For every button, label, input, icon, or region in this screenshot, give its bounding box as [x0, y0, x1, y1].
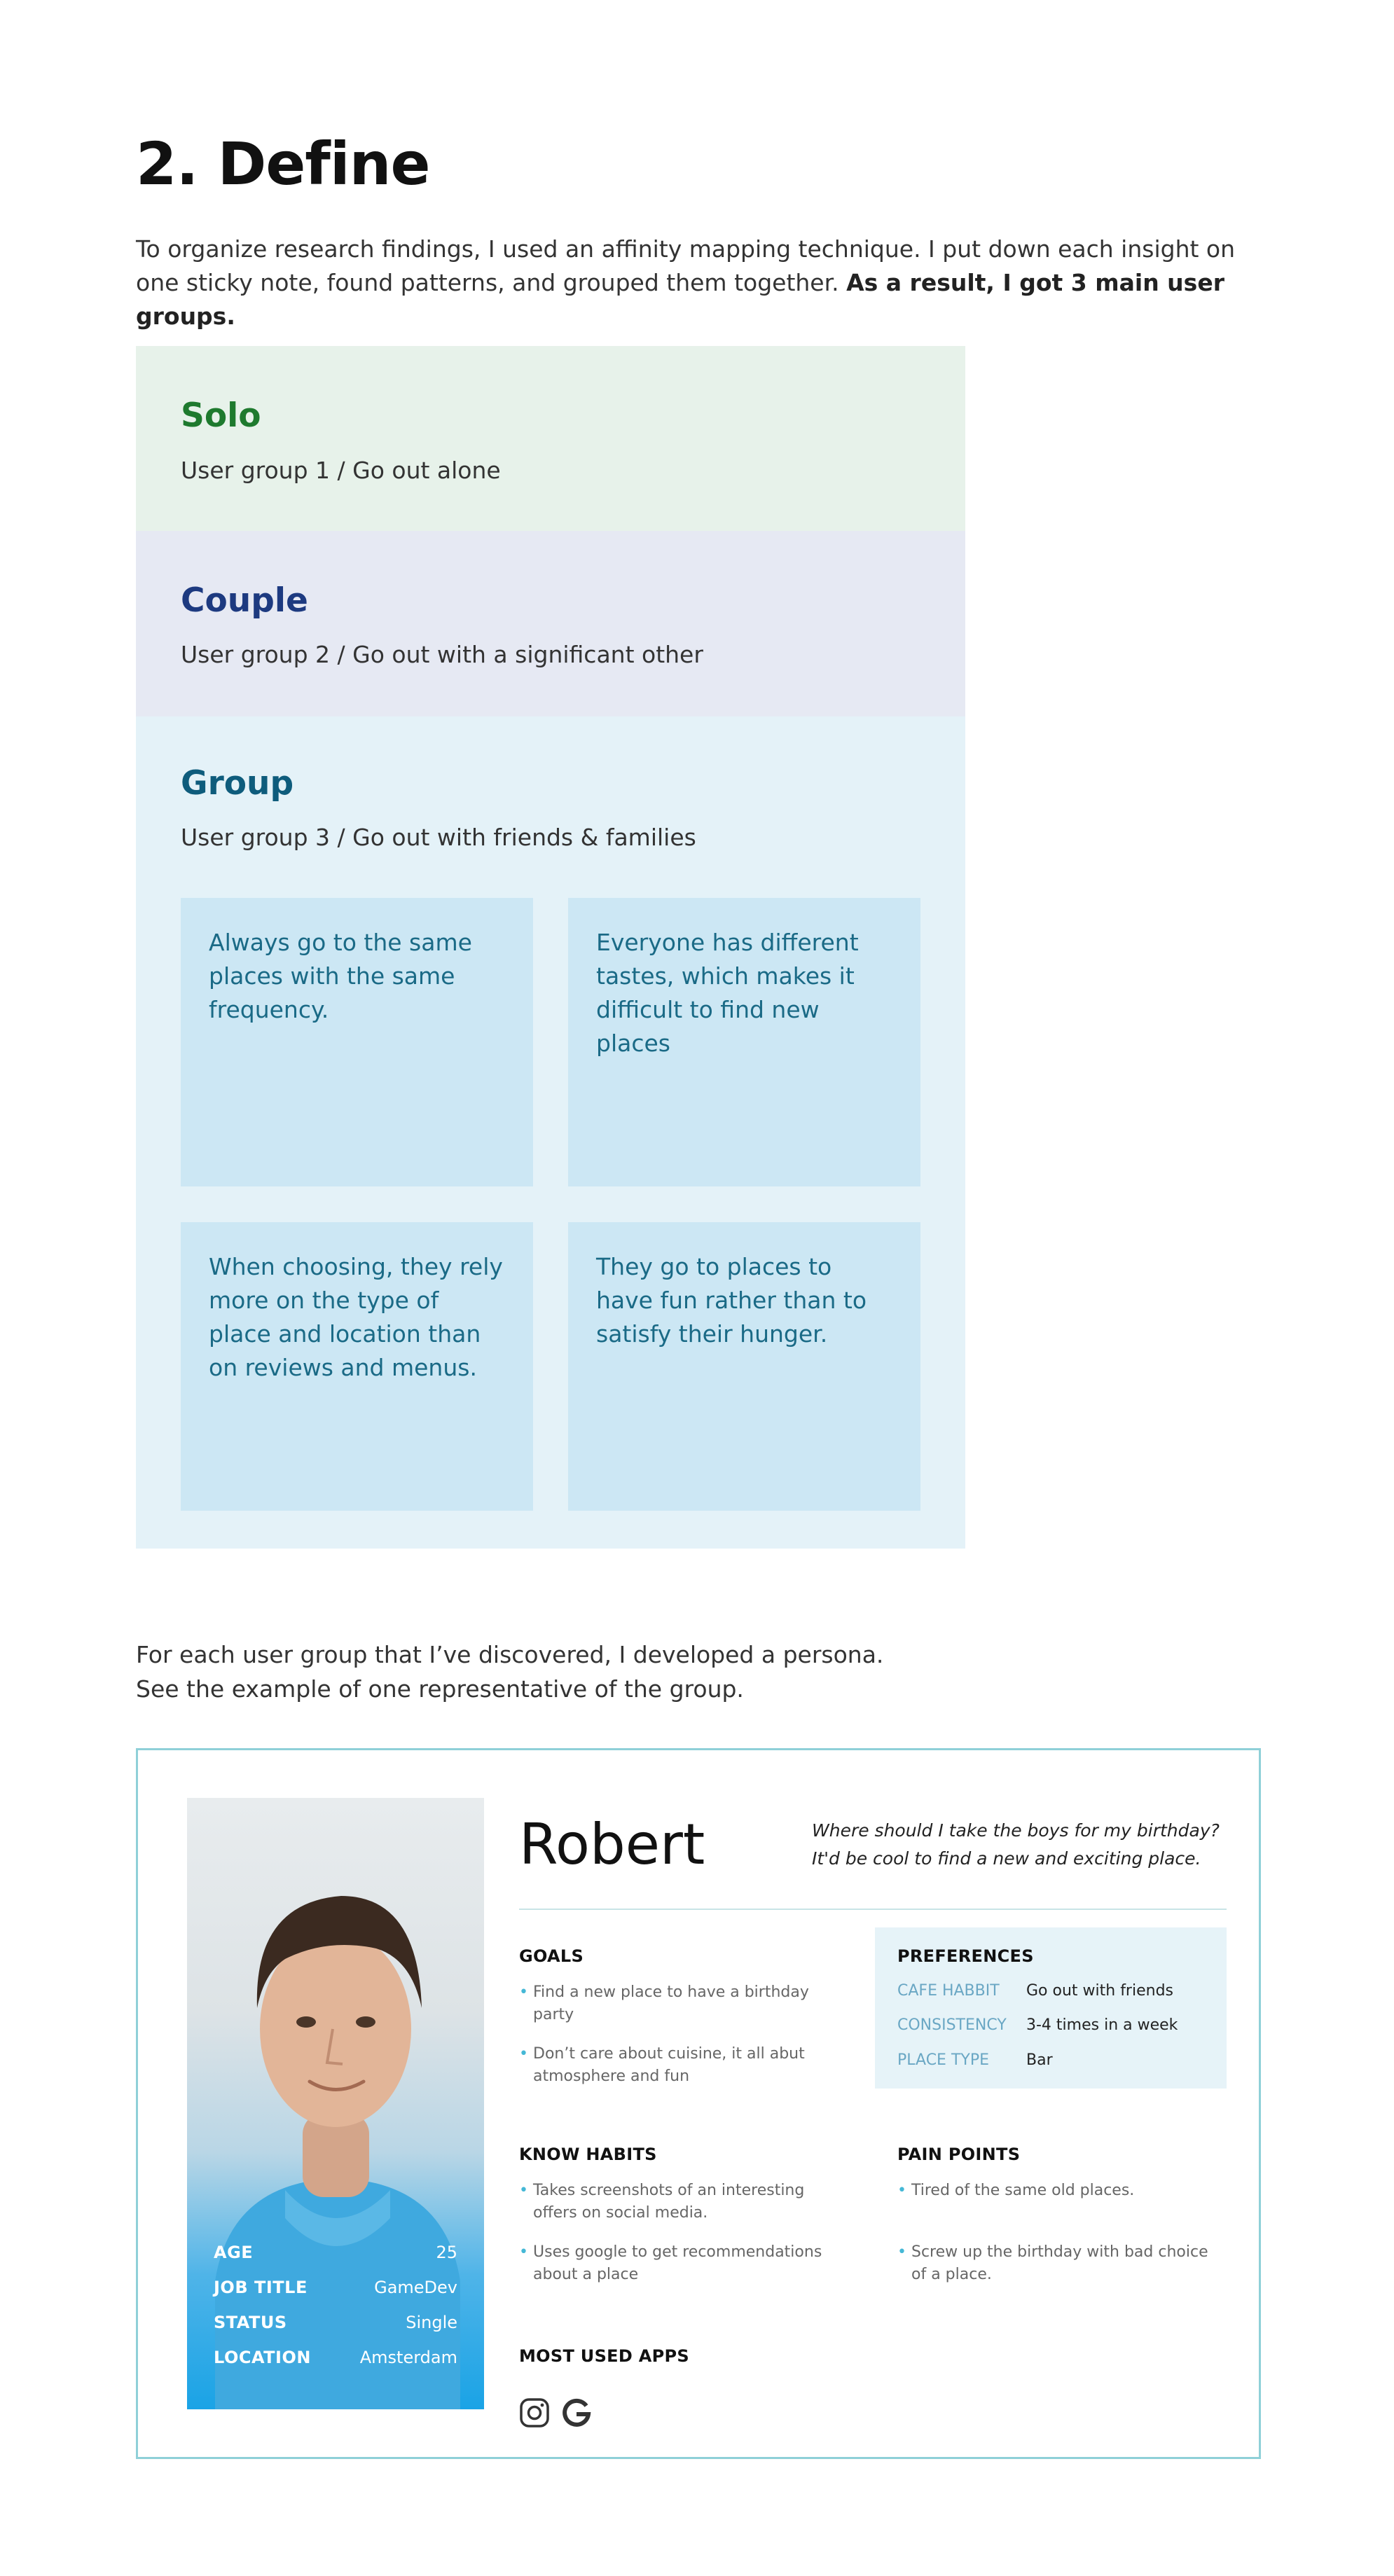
- preferences-title: PREFERENCES: [897, 1946, 1034, 1966]
- sticky-note: Everyone has different tastes, which makes it difficult to find new places: [568, 898, 920, 1186]
- habits-list: [519, 2180, 834, 2303]
- persona-quote: Where should I take the boys for my birthday? It'd be cool to find a new and exciting place.: [812, 1820, 1220, 1869]
- persona-photo: [187, 1798, 484, 2409]
- preference-value: 3-4 times in a week: [1026, 2016, 1178, 2034]
- list-item: • Tired of the same old places.: [897, 2180, 1213, 2202]
- goals-list: [519, 1981, 834, 2105]
- sticky-note: When choosing, they rely more on the type of place and location than on reviews and menus.: [181, 1222, 533, 1511]
- group-subtitle: User group 3 / Go out with friends & families: [181, 824, 696, 851]
- group-title: Solo: [181, 396, 261, 435]
- pain-points-title: PAIN POINTS: [897, 2145, 1021, 2164]
- group-group: [136, 716, 965, 1549]
- group-title: Couple: [181, 581, 308, 620]
- group-subtitle: User group 2 / Go out with a significant other: [181, 641, 703, 668]
- intro-bold: As a result, I got 3 main user groups.: [136, 269, 1224, 330]
- sticky-note: They go to places to have fun rather than to satisfy their hunger.: [568, 1222, 920, 1511]
- section-intro: [136, 233, 1271, 333]
- goals-title: GOALS: [519, 1946, 584, 1966]
- preference-row: [897, 1982, 1173, 2000]
- preference-label: PLACE TYPE: [897, 2051, 989, 2069]
- stat-row: [214, 2348, 457, 2383]
- stat-label: JOB TITLE: [214, 2278, 308, 2297]
- persona-intro: [136, 1637, 1117, 1706]
- pain-points-list: [897, 2180, 1213, 2303]
- habits-title: KNOW HABITS: [519, 2145, 657, 2164]
- stat-value: 25: [436, 2243, 457, 2262]
- stat-row: [214, 2243, 457, 2278]
- preferences-panel: [875, 1927, 1227, 2089]
- group-solo: [136, 346, 965, 531]
- instagram-icon: [519, 2397, 550, 2428]
- stat-row: [214, 2313, 457, 2348]
- preference-label: CAFE HABBIT: [897, 1982, 1000, 2000]
- preference-row: [897, 2016, 1178, 2034]
- list-item: • Uses google to get recommendations about a place: [519, 2241, 834, 2286]
- stat-value: GameDev: [374, 2278, 457, 2297]
- section-heading: 2. Define: [136, 130, 430, 198]
- list-item: • Screw up the birthday with bad choice of a place.: [897, 2241, 1213, 2286]
- preference-label: CONSISTENCY: [897, 2016, 1007, 2034]
- affinity-map: [136, 346, 965, 1549]
- stat-label: LOCATION: [214, 2348, 311, 2367]
- persona-card: [136, 1748, 1261, 2459]
- google-icon: [561, 2397, 592, 2428]
- group-couple: [136, 531, 965, 716]
- stat-value: Single: [406, 2313, 457, 2332]
- persona-intro-line: For each user group that I’ve discovered, I developed a persona.: [136, 1641, 884, 1668]
- group-title: Group: [181, 764, 294, 803]
- preference-row: [897, 2051, 1053, 2069]
- preference-value: Bar: [1026, 2051, 1053, 2069]
- list-item: • Find a new place to have a birthday party: [519, 1981, 834, 2026]
- divider: [519, 1909, 1227, 1910]
- stat-row: [214, 2278, 457, 2313]
- stat-label: STATUS: [214, 2313, 287, 2332]
- persona-name: Robert: [519, 1812, 705, 1877]
- group-subtitle: User group 1 / Go out alone: [181, 457, 501, 484]
- apps-title: MOST USED APPS: [519, 2346, 689, 2366]
- intro-text: To organize research findings, I used an affinity mapping technique. I put down each insight on one sticky note, found patterns, and grouped them together.: [136, 235, 1236, 296]
- persona-intro-line: See the example of one representative of the group.: [136, 1675, 744, 1703]
- sticky-note: Always go to the same places with the same frequency.: [181, 898, 533, 1186]
- stat-value: Amsterdam: [359, 2348, 457, 2367]
- list-item: • Don’t care about cuisine, it all abut atmosphere and fun: [519, 2043, 834, 2088]
- list-item: • Takes screenshots of an interesting offers on social media.: [519, 2180, 834, 2224]
- stat-label: AGE: [214, 2243, 254, 2262]
- preference-value: Go out with friends: [1026, 1982, 1173, 2000]
- persona-stats: [214, 2243, 457, 2383]
